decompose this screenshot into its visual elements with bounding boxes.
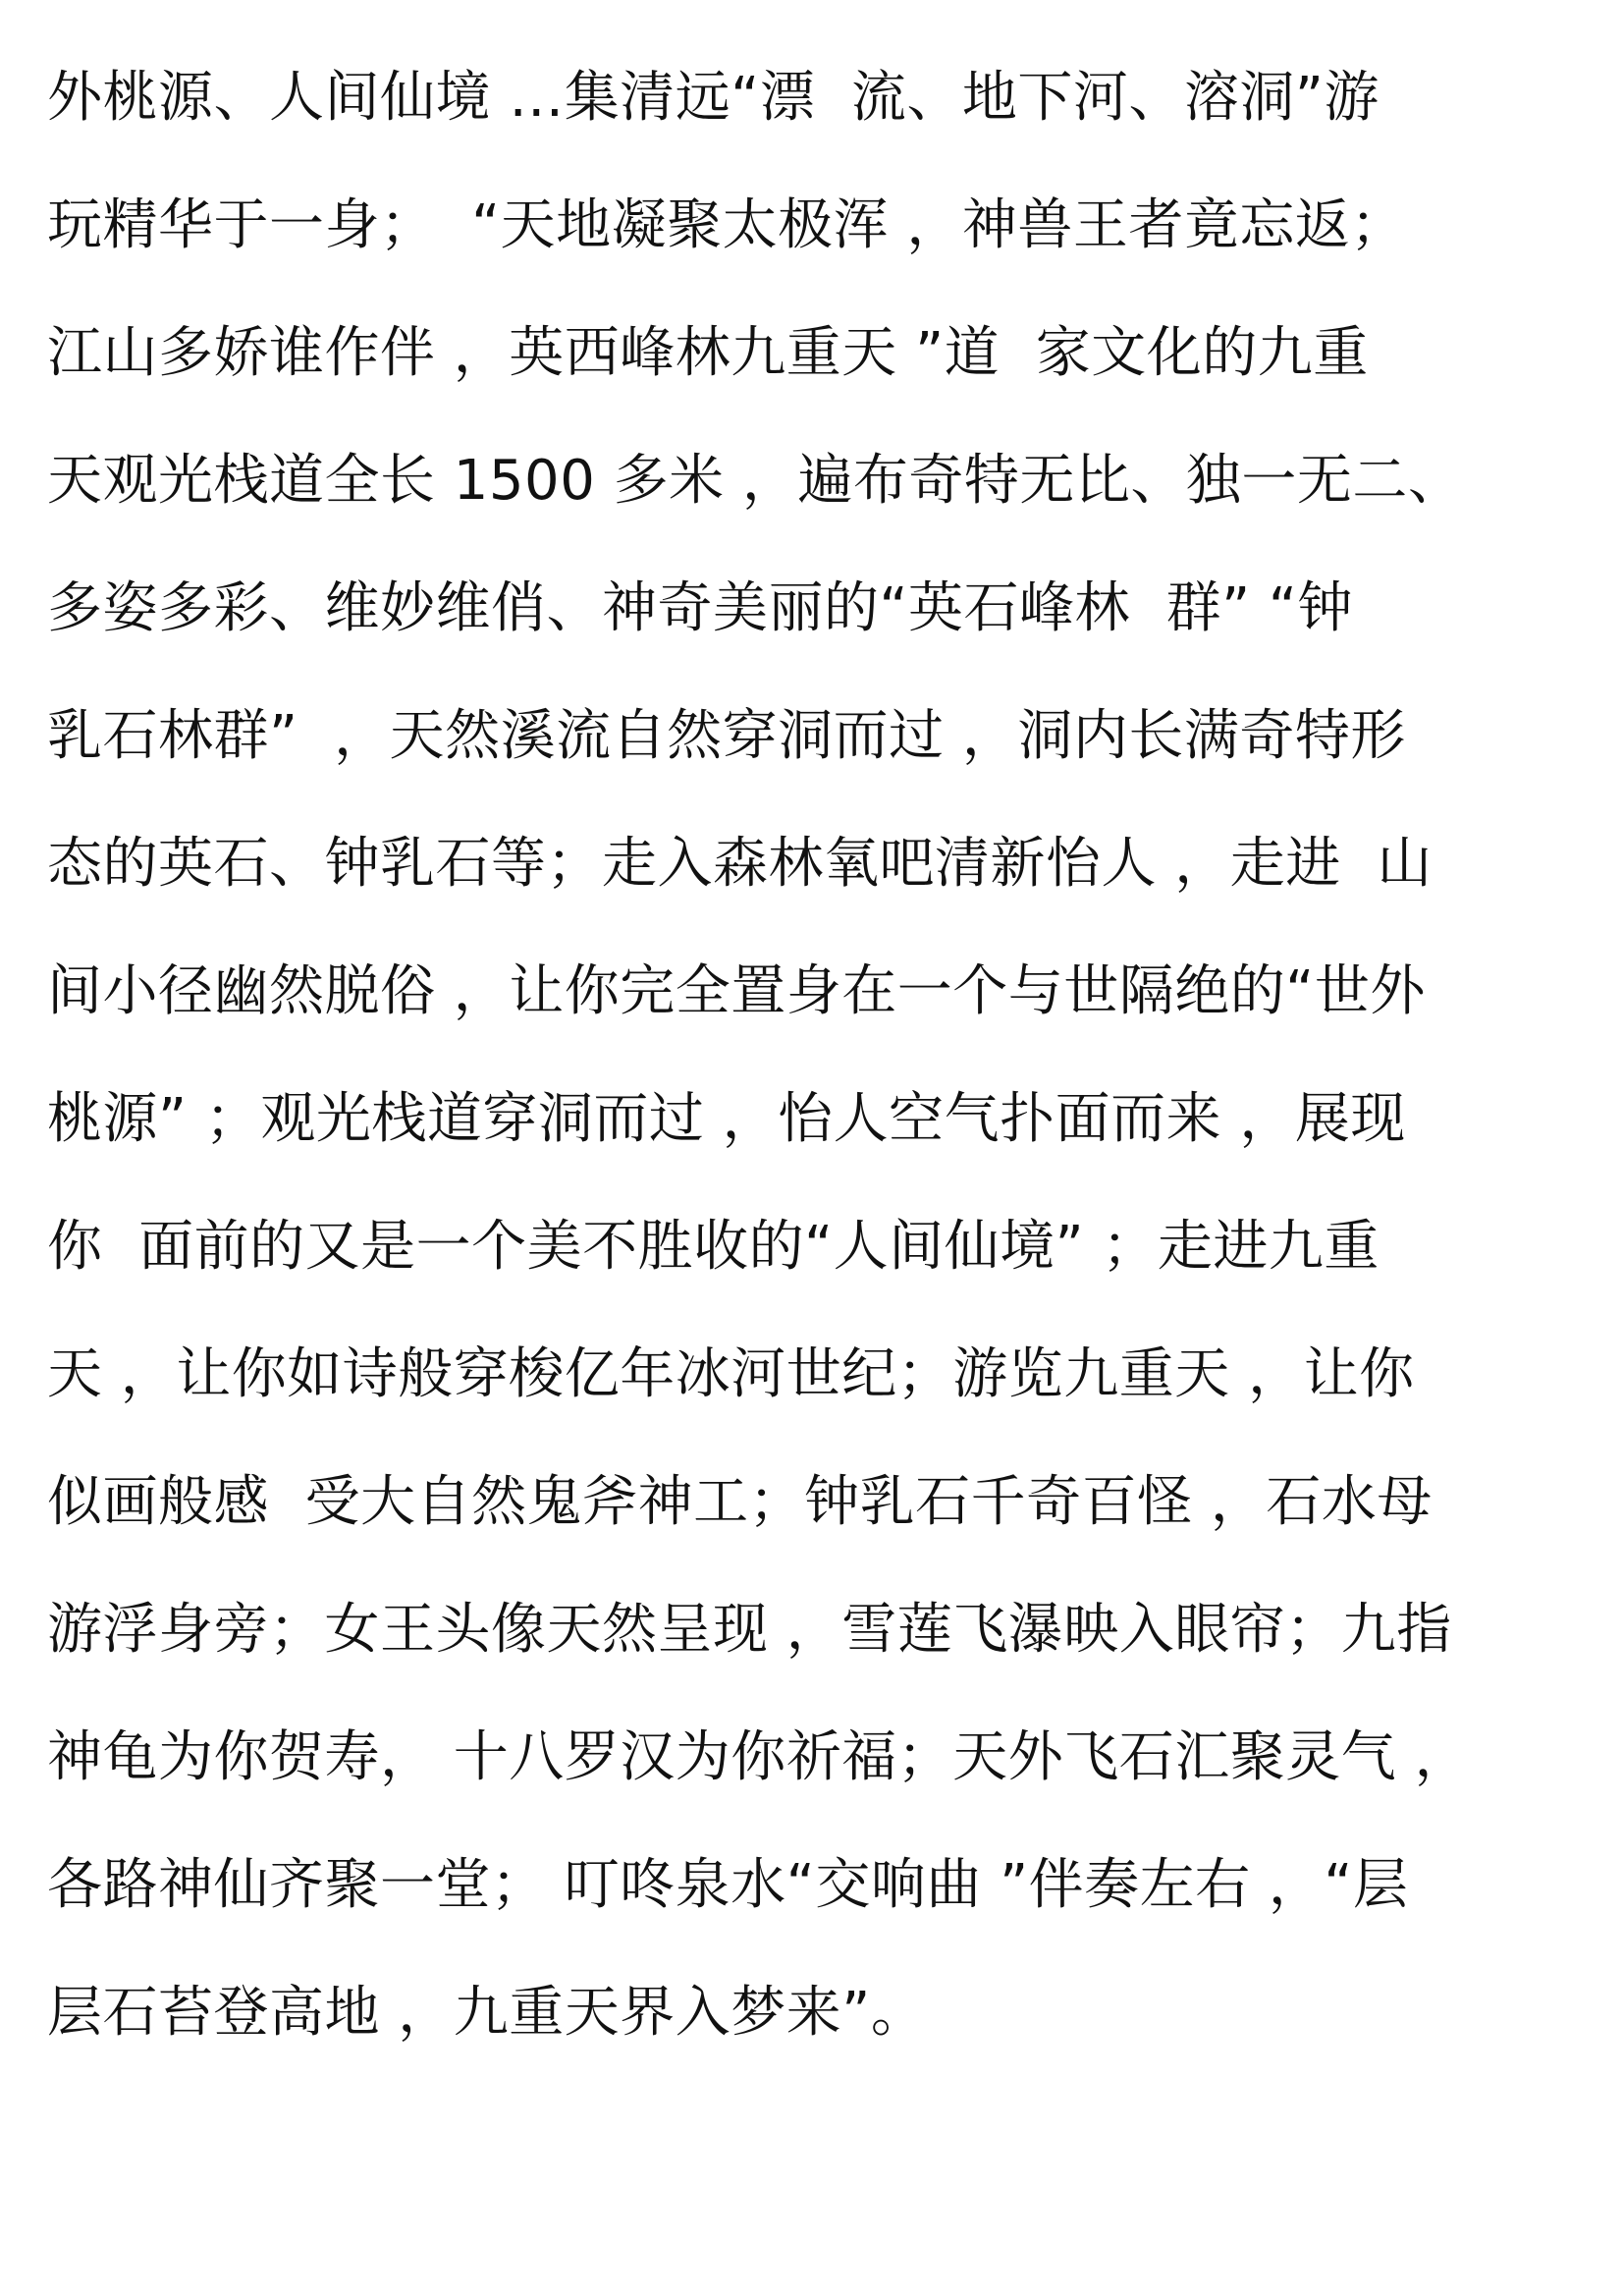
- text-line: 态的英石、钟乳石等；走入森林氧吧清新怡人 ，走进 山: [47, 832, 1433, 896]
- text-line: 外桃源、人间仙境 …集清远“漂 流、地下河、溶洞”游: [47, 66, 1380, 130]
- body-text: [47, 51, 1579, 2094]
- text-line: 层石苔登高地 ，九重天界入梦来”。: [47, 1981, 927, 2045]
- text-line: 桃源” ；观光栈道穿洞而过 ，怡人空气扑面而来 ，展现: [47, 1087, 1406, 1151]
- text-line: 各路神仙齐聚一堂； 叮咚泉水“交响曲 ”伴奏左右 ，“层: [47, 1853, 1409, 1917]
- text-line: 天观光栈道全长 1500 多米 ，遍布奇特无比、独一无二、: [47, 449, 1464, 513]
- text-line: 神龟为你贺寿， 十八罗汉为你祈福；天外飞石汇聚灵气 ，: [47, 1725, 1471, 1789]
- text-line: 天 ，让你如诗般穿梭亿年冰河世纪；游览九重天 ，让你: [47, 1342, 1415, 1406]
- text-line: 你 面前的又是一个美不胜收的“人间仙境” ；走进九重: [47, 1215, 1380, 1279]
- text-line: 玩精华于一身； “天地凝聚太极浑 ，神兽王者竟忘返；: [47, 193, 1406, 257]
- text-line: 多姿多彩、维妙维俏、神奇美丽的“英石峰林 群” “钟: [47, 576, 1353, 640]
- text-line: 间小径幽然脱俗 ，让你完全置身在一个与世隔绝的“世外: [47, 959, 1426, 1023]
- text-line: 游浮身旁；女王头像天然呈现 ，雪莲飞瀑映入眼帘；九指: [47, 1598, 1452, 1662]
- text-line: 江山多娇谁作伴 ，英西峰林九重天 ”道 家文化的九重: [47, 321, 1369, 385]
- text-line: 乳石林群” ，天然溪流自然穿洞而过 ，洞内长满奇特形: [47, 704, 1406, 768]
- text-line: 似画般感 受大自然鬼斧神工；钟乳石千奇百怪 ，石水母: [47, 1470, 1433, 1534]
